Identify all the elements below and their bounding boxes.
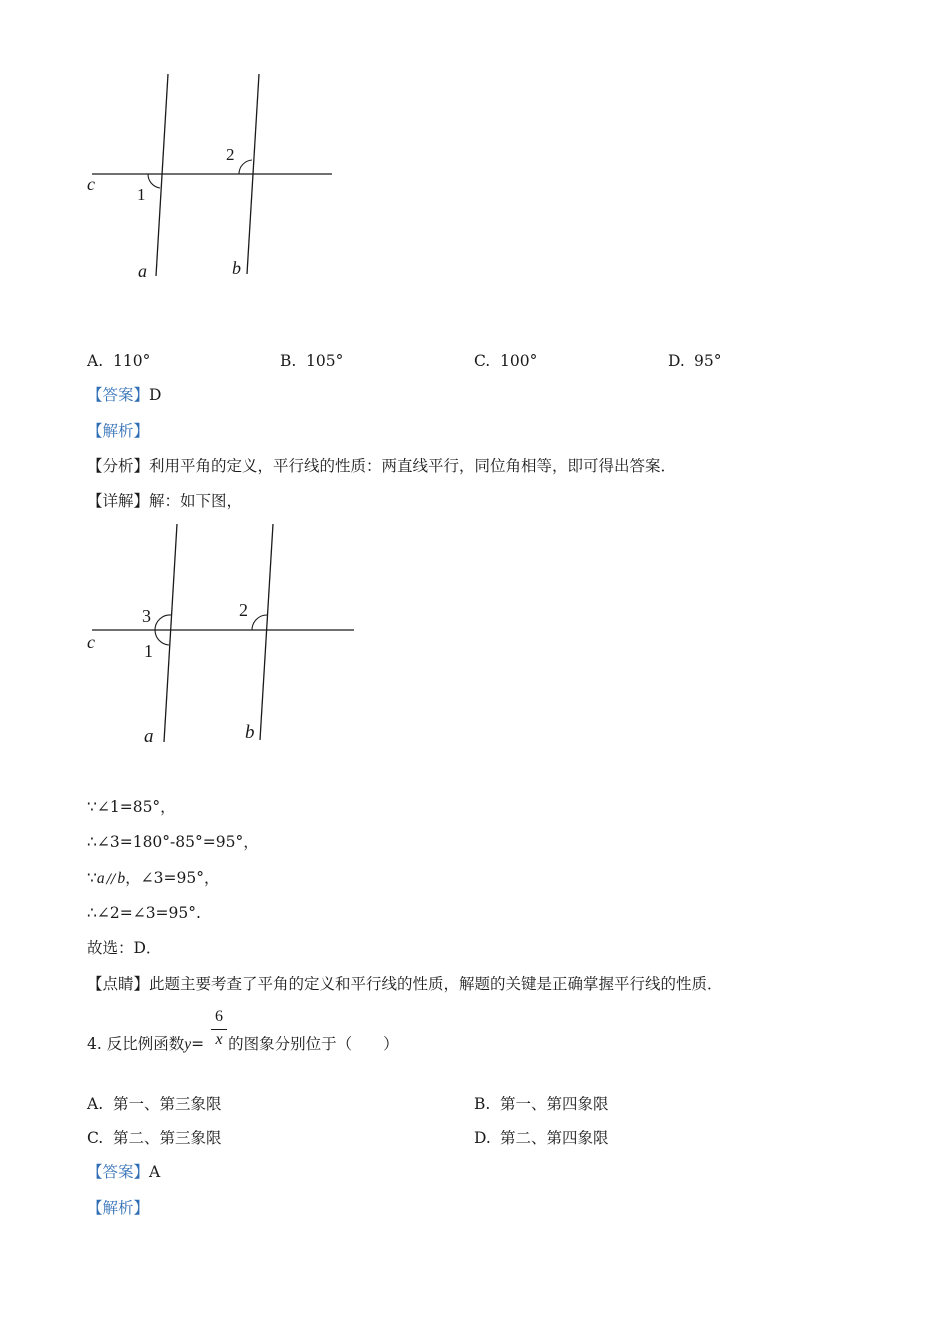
step-text: ∠2=∠3=95°. — [96, 904, 201, 922]
step-1 — [87, 798, 176, 817]
answer-tag: 【答案】 — [87, 386, 150, 404]
line-b — [260, 524, 273, 740]
option-text: 第一、第三象限 — [113, 1095, 222, 1113]
step-3 — [87, 869, 219, 889]
dianjing-tag: 【点睛】 — [87, 975, 150, 993]
q3-option-d — [668, 352, 721, 371]
answer-value: A — [149, 1163, 161, 1181]
fraction-denominator: x — [215, 1031, 223, 1048]
option-text: 110° — [113, 352, 151, 370]
fenxi-tag: 【分析】 — [87, 457, 150, 475]
step-4 — [87, 904, 201, 923]
step-text: ∠3=180°-85°=95°， — [96, 833, 259, 851]
choice-line: 故选：D． — [87, 939, 162, 957]
line-a-label: a — [138, 261, 147, 281]
q4-analysis-tag: 【解析】 — [87, 1199, 150, 1217]
angle-2-label: 2 — [226, 145, 235, 164]
q4-number: 4. — [87, 1035, 102, 1053]
q3-answer — [87, 386, 161, 405]
option-letter: D. — [668, 352, 685, 370]
option-text: 95° — [694, 352, 722, 370]
answer-tag: 【答案】 — [87, 1163, 150, 1181]
fraction-6-over-x — [210, 1007, 228, 1050]
q3-option-b — [280, 352, 343, 371]
q3-dianjing — [87, 975, 723, 994]
figure-1-parallel-lines — [80, 68, 350, 288]
q4-after: 的图象分别位于（ ） — [228, 1035, 399, 1053]
var-b: b — [117, 870, 126, 887]
option-letter: A. — [87, 1095, 104, 1113]
fenxi-text: 利用平角的定义，平行线的性质：两直线平行，同位角相等，即可得出答案． — [149, 457, 677, 475]
option-letter: B. — [280, 352, 297, 370]
angle-3-label: 3 — [142, 606, 151, 626]
q4-option-a — [87, 1095, 222, 1114]
option-text: 第二、第四象限 — [500, 1129, 609, 1147]
line-c-label: c — [87, 174, 95, 194]
q3-analysis-tag: 【解析】 — [87, 422, 150, 440]
step-text: ∠1=85°， — [96, 798, 176, 816]
q4-answer — [87, 1163, 160, 1182]
q3-option-a — [87, 352, 150, 371]
q3-xiangjie — [87, 492, 242, 511]
equals-sign: = — [191, 1035, 205, 1053]
option-text: 105° — [306, 352, 344, 370]
q4-stem — [87, 1035, 399, 1055]
angle-3-arc — [155, 615, 171, 630]
var-y: y — [184, 1036, 192, 1053]
angle-2-arc — [252, 615, 267, 630]
option-text: 第一、第四象限 — [500, 1095, 609, 1113]
option-letter: C. — [474, 352, 491, 370]
option-letter: A. — [87, 352, 104, 370]
figure-2-parallel-lines — [80, 520, 370, 752]
q4-option-c — [87, 1129, 222, 1148]
answer-value: D — [149, 386, 162, 404]
q4-option-b — [474, 1095, 609, 1114]
angle-2-label: 2 — [239, 600, 248, 620]
angle-1-arc — [155, 630, 169, 645]
fraction-numerator: 6 — [215, 1008, 223, 1025]
angle-1-label: 1 — [144, 641, 153, 661]
option-text: 第二、第三象限 — [113, 1129, 222, 1147]
step-2 — [87, 833, 259, 852]
var-a: a — [96, 870, 105, 887]
line-b-label: b — [245, 722, 255, 743]
option-letter: D. — [474, 1129, 491, 1147]
q3-option-c — [474, 352, 537, 371]
because-symbol: ∵ — [87, 798, 97, 816]
angle-1-label: 1 — [137, 185, 146, 204]
line-c-label: c — [87, 632, 95, 652]
therefore-symbol: ∴ — [87, 833, 97, 851]
xiangjie-tag: 【详解】 — [87, 492, 150, 510]
line-a — [156, 74, 168, 276]
q4-option-d — [474, 1129, 609, 1148]
xiangjie-text: 解：如下图， — [149, 492, 243, 510]
line-a — [164, 524, 177, 742]
angle-1-arc — [148, 174, 160, 188]
therefore-symbol: ∴ — [87, 904, 97, 922]
line-a-label: a — [144, 726, 154, 747]
parallel-symbol: // — [106, 872, 116, 887]
option-letter: B. — [474, 1095, 491, 1113]
option-letter: C. — [87, 1129, 104, 1147]
angle-2-arc — [239, 160, 252, 174]
step-text: ，∠3=95°， — [125, 869, 220, 887]
option-text: 100° — [500, 352, 538, 370]
dianjing-text: 此题主要考查了平角的定义和平行线的性质，解题的关键是正确掌握平行线的性质． — [149, 975, 723, 993]
line-b-label: b — [232, 258, 241, 278]
q3-fenxi — [87, 457, 676, 476]
because-symbol: ∵ — [87, 869, 97, 887]
q4-before: 反比例函数 — [106, 1035, 185, 1053]
